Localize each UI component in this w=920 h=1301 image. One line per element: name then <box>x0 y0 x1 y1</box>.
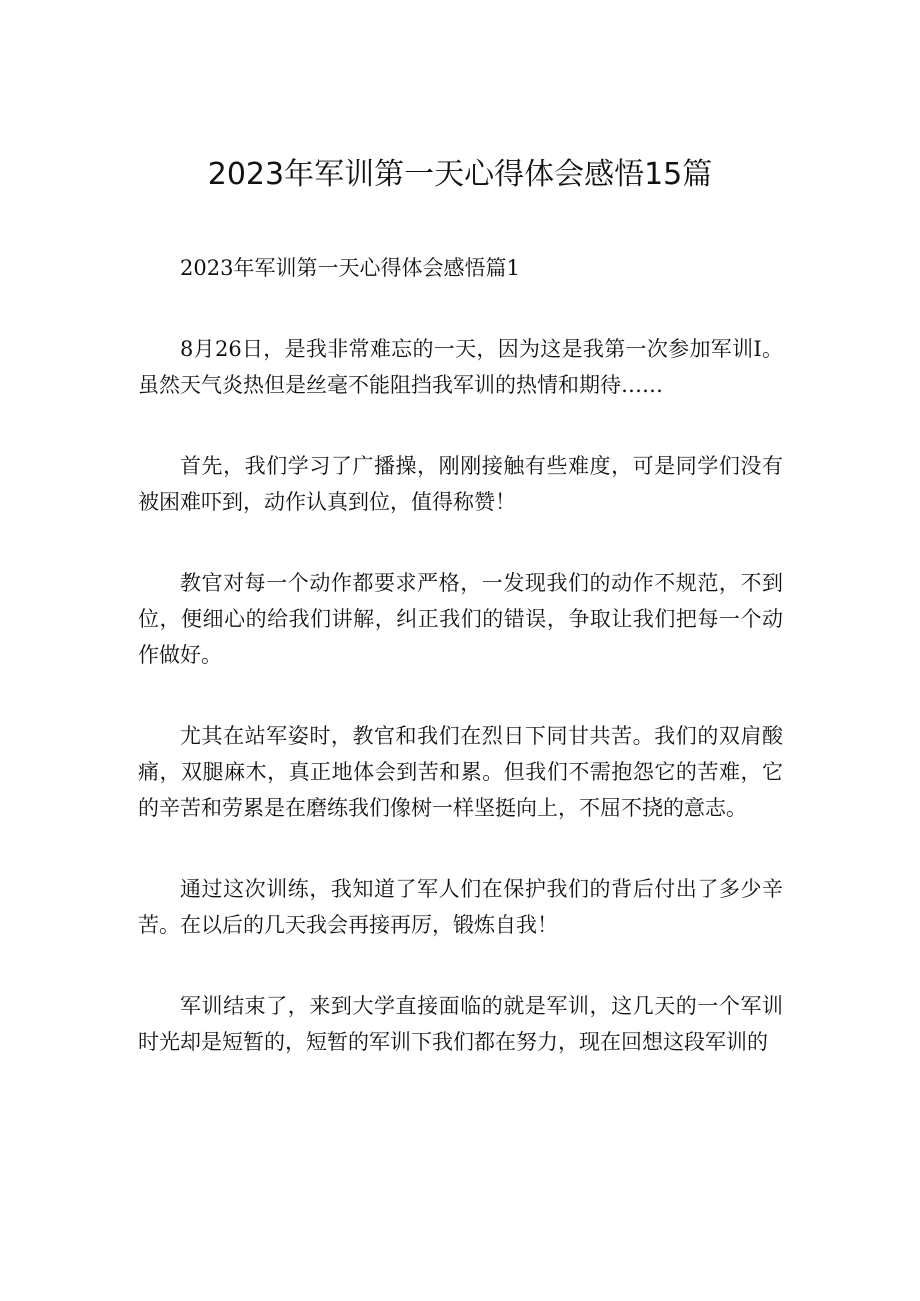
paragraph: 通过这次训练，我知道了军人们在保护我们的背后付出了多少辛苦。在以后的几天我会再接再厉，锻炼自我！ <box>138 877 783 937</box>
paragraph: 尤其在站军姿时，教官和我们在烈日下同甘共苦。我们的双肩酸痛，双腿麻木，真正地体会到苦和累。但我们不需抱怨它的苦难，它的辛苦和劳累是在磨练我们像树一样坚挺向上，不屈不挠的意志。 <box>138 724 783 820</box>
paragraph: 8月26日，是我非常难忘的一天，因为这是我第一次参加军训I。虽然天气炎热但是丝毫不能阻挡我军训的热情和期待…… <box>138 337 783 397</box>
paragraph: 首先，我们学习了广播操，刚刚接触有些难度，可是同学们没有被困难吓到，动作认真到位，值得称赞！ <box>138 454 783 514</box>
paragraph: 教官对每一个动作都要求严格，一发现我们的动作不规范，不到位，便细心的给我们讲解，纠正我们的错误，争取让我们把每一个动作做好。 <box>138 571 783 667</box>
section-heading: 2023年军训第一天心得体会感悟篇1 <box>180 256 520 280</box>
paragraph: 军训结束了，来到大学直接面临的就是军训，这几天的一个军训时光却是短暂的，短暂的军训下我们都在努力，现在回想这段军训的 <box>138 994 783 1054</box>
document-body <box>138 250 783 1105</box>
document-title: 2023年军训第一天心得体会感悟15篇 <box>207 157 713 192</box>
